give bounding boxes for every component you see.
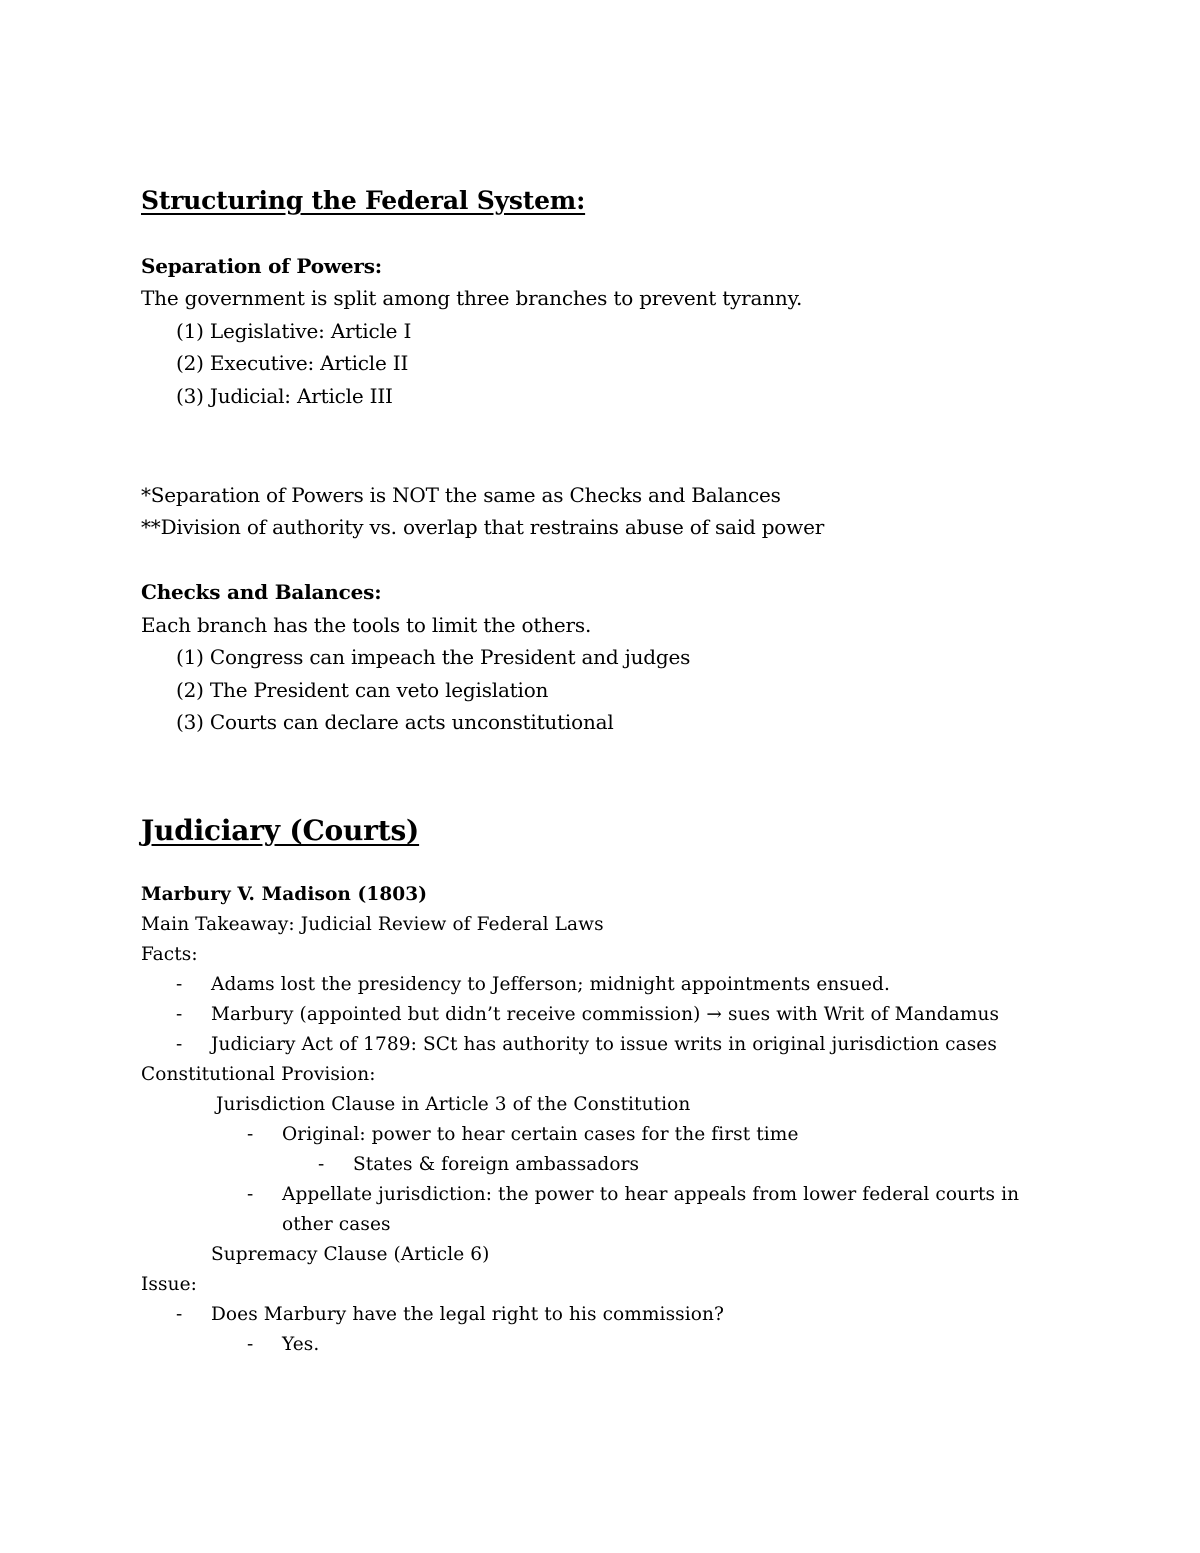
original-jurisdiction: Original: power to hear certain cases for the first time [282,1124,799,1145]
bullet-dash: - [176,1004,183,1025]
separation-intro: The government is split among three branches to prevent tyranny. [141,286,803,310]
note-division-vs-overlap: **Division of authority vs. overlap that restrains abuse of said power [141,515,825,539]
heading-checks-and-balances: Checks and Balances: [141,580,382,604]
branch-item: (1) Legislative: Article I [176,319,412,343]
check-item: (2) The President can veto legislation [176,678,549,702]
bullet-dash: - [247,1184,254,1205]
case-name: Marbury V. Madison (1803) [141,884,428,905]
appellate-jurisdiction-cont: other cases [282,1214,391,1235]
issue-label: Issue: [141,1274,197,1295]
bullet-dash: - [247,1334,254,1355]
bullet-dash: - [176,1304,183,1325]
bullet-dash: - [176,1034,183,1055]
original-jurisdiction-sub: States & foreign ambassadors [353,1154,640,1175]
jurisdiction-clause: Jurisdiction Clause in Article 3 of the Constitution [216,1094,691,1115]
issue-answer: Yes. [282,1334,320,1355]
heading-separation-of-powers: Separation of Powers: [141,254,382,278]
section-title-federal-system: Structuring the Federal System: [141,186,586,215]
fact-item: Adams lost the presidency to Jefferson; midnight appointments ensued. [211,974,890,995]
check-item: (1) Congress can impeach the President and judges [176,645,691,669]
bullet-dash: - [318,1154,325,1175]
issue-question: Does Marbury have the legal right to his commission? [211,1304,725,1325]
appellate-jurisdiction: Appellate jurisdiction: the power to hear appeals from lower federal courts in [282,1184,1020,1205]
supremacy-clause: Supremacy Clause (Article 6) [211,1244,490,1265]
branch-item: (2) Executive: Article II [176,351,409,375]
case-takeaway: Main Takeaway: Judicial Review of Federal Laws [141,914,604,935]
note-separation-vs-checks: *Separation of Powers is NOT the same as Checks and Balances [141,483,781,507]
bullet-dash: - [176,974,183,995]
provision-label: Constitutional Provision: [141,1064,376,1085]
bullet-dash: - [247,1124,254,1145]
checks-intro: Each branch has the tools to limit the others. [141,613,592,637]
fact-item: Judiciary Act of 1789: SCt has authority to issue writs in original jurisdiction cases [211,1034,997,1055]
section-title-judiciary: Judiciary (Courts) [141,814,420,847]
check-item: (3) Courts can declare acts unconstitutional [176,710,614,734]
branch-item: (3) Judicial: Article III [176,384,393,408]
facts-label: Facts: [141,944,198,965]
fact-item: Marbury (appointed but didn’t receive commission) → sues with Writ of Mandamus [211,1004,1000,1025]
